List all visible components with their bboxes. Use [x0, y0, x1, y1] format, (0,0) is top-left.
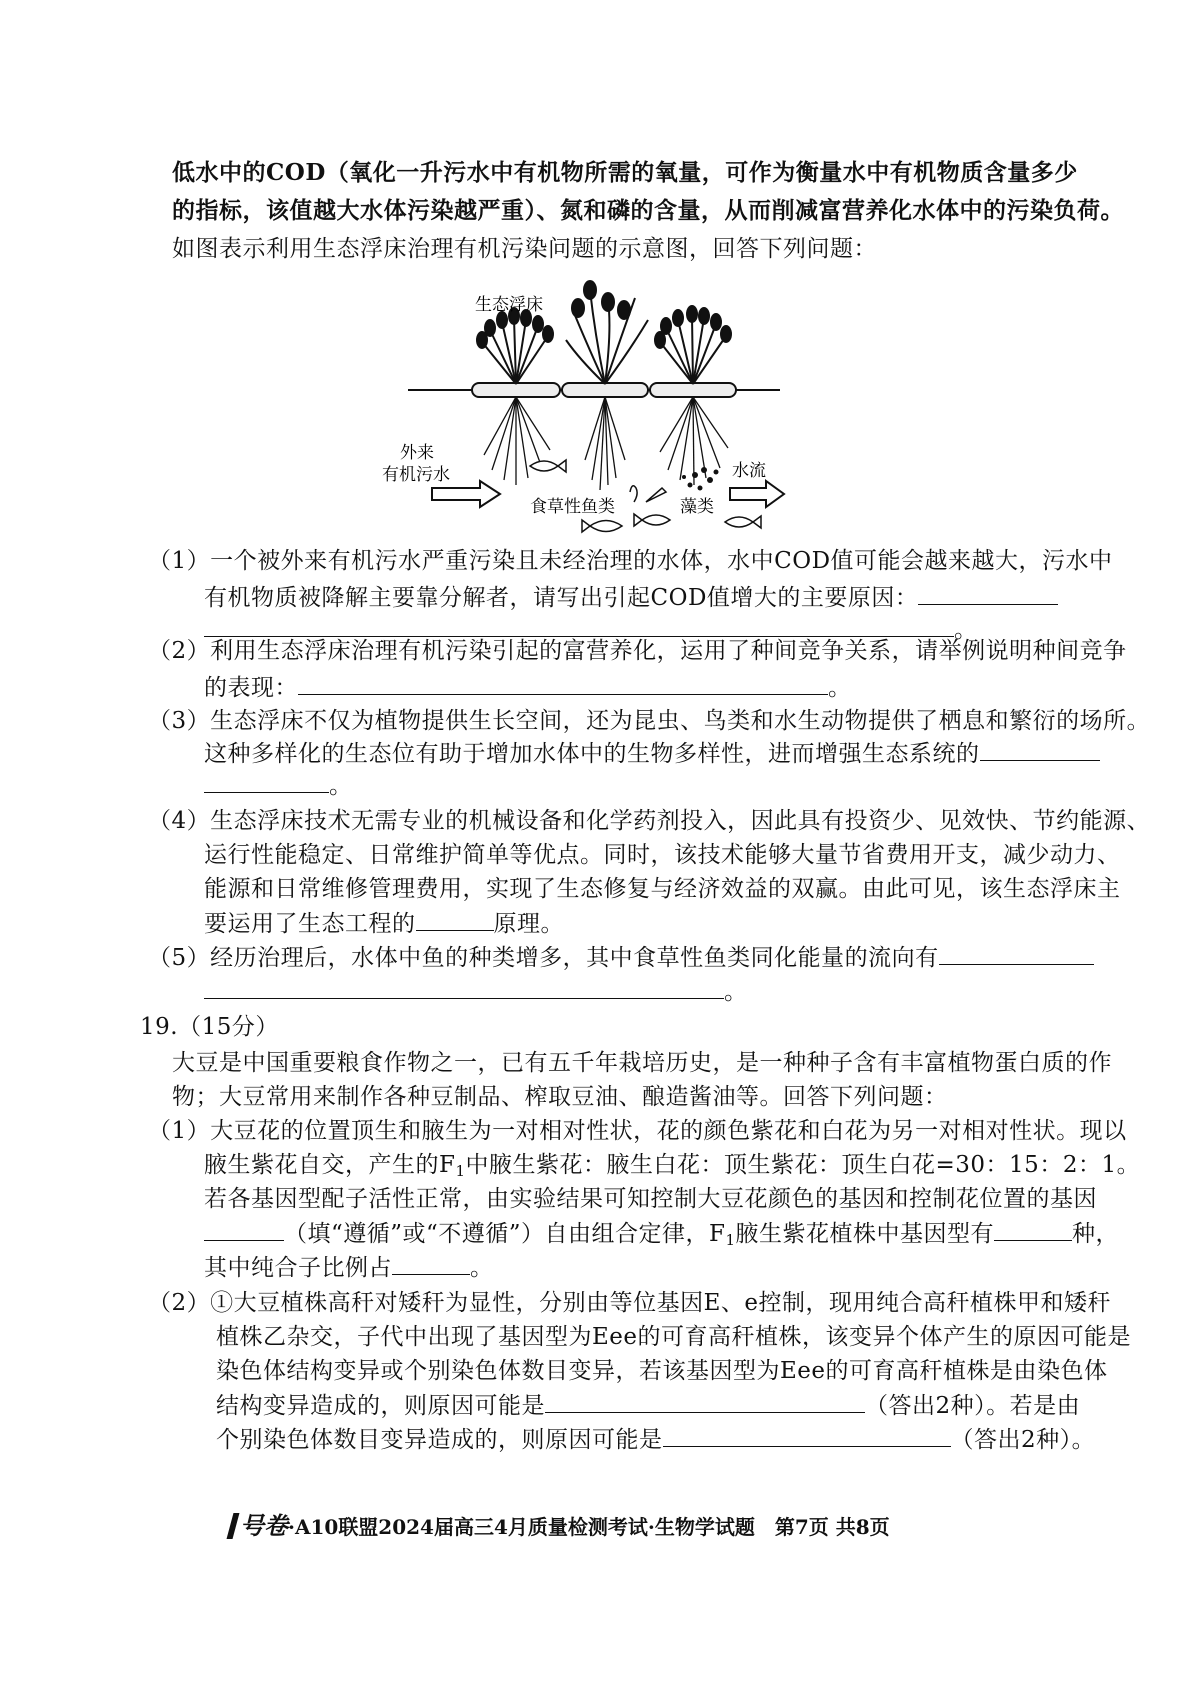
q18-p4-line3: 能源和日常维修管理费用，实现了生态修复与经济效益的双赢。由此可见，该生态浮床主 — [204, 876, 1121, 902]
q19-p1-number: （1） — [148, 1118, 211, 1144]
q18-p2-number: （2） — [148, 638, 211, 664]
roots-middle-icon — [585, 397, 625, 490]
q19-p2-line5 — [216, 1424, 1095, 1455]
q18-p5-line1 — [148, 942, 1094, 973]
q19-p2-text4a: 结构变异造成的，则原因可能是 — [216, 1393, 545, 1419]
label-sewage-2: 有机污水 — [382, 465, 450, 485]
answer-blank-q18-4[interactable] — [416, 908, 494, 931]
plant-left-icon — [477, 308, 553, 384]
q19-p1-line1 — [148, 1116, 1127, 1146]
q19-intro-line2: 物；大豆常用来制作各种豆制品、榨取豆油、酿造酱油等。回答下列问题： — [172, 1084, 948, 1110]
q18-p3-number: （3） — [148, 708, 211, 734]
q18-p1-line1 — [148, 546, 1113, 576]
q18-p4-text4a: 要运用了生态工程的 — [204, 911, 416, 937]
answer-blank-q19-2a[interactable] — [545, 1390, 865, 1413]
q18-p1-text1: 一个被外来有机污水严重污染且未经治理的水体，水中COD值可能会越来越大，污水中 — [210, 548, 1113, 574]
float-right — [650, 383, 736, 397]
label-water-flow: 水流 — [732, 461, 766, 481]
q19-header: 19.（15分） — [140, 1014, 279, 1040]
label-float-bed: 生态浮床 — [475, 295, 543, 315]
float-left — [472, 383, 560, 397]
small-organism-icon — [630, 486, 637, 502]
q19-p2-line3: 染色体结构变异或个别染色体数目变异，若该基因型为Eee的可育高秆植株是由染色体 — [216, 1358, 1108, 1384]
arrow-water-flow-icon — [730, 481, 784, 507]
q18-p3-line3: 。 — [204, 770, 353, 801]
algae-icon — [682, 467, 719, 491]
q19-p1-line2 — [204, 1150, 1140, 1186]
q19-p2-line4 — [216, 1390, 1080, 1421]
q19-p2-text1: ①大豆植株高秆对矮秆为显性，分别由等位基因E、e控制，现用纯合高秆植株甲和矮秆 — [210, 1290, 1112, 1316]
answer-blank-q18-1a[interactable] — [918, 582, 1058, 605]
q18-p4-line4 — [204, 908, 564, 939]
q19-p1-sub1: 1 — [455, 1162, 466, 1180]
q18-p4-line2: 运行性能稳定、日常维护简单等优点。同时，该技术能够大量节省费用开支，减少动力、 — [204, 842, 1121, 868]
q19-p2-text5a: 个别染色体数目变异造成的，则原因可能是 — [216, 1427, 663, 1453]
plant-middle-icon — [566, 281, 648, 384]
q19-p1-text4b: 腋生紫花植株中基因型有 — [735, 1221, 995, 1247]
plant-right-icon — [655, 306, 731, 384]
q18-p5-number: （5） — [148, 945, 211, 971]
answer-blank-q18-2[interactable] — [298, 672, 828, 695]
q19-p1-sub2: 1 — [725, 1231, 736, 1249]
label-sewage-1: 外来 — [400, 443, 434, 463]
q18-p4-number: （4） — [148, 808, 211, 834]
answer-blank-q18-3b[interactable] — [204, 770, 329, 793]
q19-p1-text5: 其中纯合子比例占 — [204, 1255, 392, 1281]
q19-p2-text5b: （答出2种）。 — [950, 1427, 1096, 1453]
q19-p1-line5: 其中纯合子比例占 。 — [204, 1252, 494, 1283]
answer-blank-q19-2b[interactable] — [663, 1424, 951, 1447]
q19-p1-text4a: （填“遵循”或“不遵循”）自由组合定律，F — [284, 1221, 726, 1247]
q18-p2-text2: 的表现： — [204, 675, 298, 701]
q18-p1-line3: 。 — [204, 614, 978, 645]
q19-p2-text4b: （答出2种）。若是由 — [865, 1393, 1081, 1419]
float-middle — [562, 383, 648, 397]
q19-p1-text1: 大豆花的位置顶生和腋生为一对相对性状，花的颜色紫花和白花为另一对相对性状。现以 — [210, 1118, 1127, 1144]
intro-line-1: 低水中的COD（氧化一升污水中有机物所需的氧量，可作为衡量水中有机物质含量多少 — [172, 159, 1078, 186]
intro-line-3: 如图表示利用生态浮床治理有机污染问题的示意图，回答下列问题： — [172, 236, 877, 262]
brand-logo: 号卷 — [230, 1511, 288, 1540]
q18-p4-line1 — [148, 806, 1150, 836]
q18-p2-line1 — [148, 636, 1127, 666]
q18-p4-text4b: 原理。 — [493, 911, 564, 937]
label-herbivorous-fish: 食草性鱼类 — [530, 497, 615, 517]
q18-p3-line1 — [148, 706, 1150, 736]
answer-blank-q19-1b[interactable] — [994, 1218, 1072, 1241]
q18-p5-line2: 。 — [204, 976, 748, 1007]
label-algae: 藻类 — [680, 497, 714, 517]
q19-p1-line4 — [204, 1218, 1119, 1255]
q18-p1-text2: 有机物质被降解主要靠分解者，请写出引起COD值增大的主要原因： — [204, 585, 919, 611]
q18-p3-text1: 生态浮床不仅为植物提供生长空间，还为昆虫、鸟类和水生动物提供了栖息和繁衍的场所。 — [210, 708, 1151, 734]
roots-left-icon — [484, 397, 550, 485]
floating-bed-diagram — [380, 280, 840, 570]
q19-p2-line1 — [148, 1288, 1111, 1318]
q18-p2-line2: 的表现： 。 — [204, 672, 852, 703]
q18-p3-line2 — [204, 738, 1100, 769]
q18-p1-number: （1） — [148, 548, 211, 574]
q18-p5-text1: 经历治理后，水体中鱼的种类增多，其中食草性鱼类同化能量的流向有 — [210, 945, 939, 971]
q19-p1-text4c: 种， — [1072, 1221, 1120, 1247]
fish-icon — [530, 460, 761, 532]
q19-p2-line2: 植株乙杂交，子代中出现了基因型为Eee的可育高秆植株，该变异个体产生的原因可能是 — [216, 1324, 1132, 1350]
answer-blank-q18-5b[interactable] — [204, 976, 724, 999]
footer-text: ·A10联盟2024届高三4月质量检测考试·生物学试题 第7页 共8页 — [288, 1515, 890, 1539]
intro-line-2: 的指标，该值越大水体污染越严重）、氮和磷的含量，从而削减富营养化水体中的污染负荷。 — [172, 197, 1124, 224]
answer-blank-q19-1c[interactable] — [392, 1252, 470, 1275]
q19-p2-number: （2） — [148, 1290, 211, 1316]
answer-blank-q18-1b[interactable] — [204, 614, 954, 637]
q18-p4-text1: 生态浮床技术无需专业的机械设备和化学药剂投入，因此具有投资少、见效快、节约能源、 — [210, 808, 1151, 834]
q18-p3-text2: 这种多样化的生态位有助于增加水体中的生物多样性，进而增强生态系统的 — [204, 741, 980, 767]
q19-intro-line1: 大豆是中国重要粮食作物之一，已有五千年栽培历史，是一种种子含有丰富植物蛋白质的作 — [172, 1050, 1112, 1076]
q19-p1-text2a: 腋生紫花自交，产生的F — [204, 1152, 456, 1178]
answer-blank-q18-3a[interactable] — [980, 738, 1100, 761]
q18-p2-text1: 利用生态浮床治理有机污染引起的富营养化，运用了种间竞争关系，请举例说明种间竞争 — [210, 638, 1127, 664]
q19-p1-line3: 若各基因型配子活性正常，由实验结果可知控制大豆花颜色的基因和控制花位置的基因 — [204, 1186, 1097, 1212]
page-footer — [230, 1506, 890, 1541]
answer-blank-q19-1a[interactable] — [204, 1218, 284, 1241]
q18-p1-line2 — [204, 582, 1058, 613]
q19-p1-text2b: 中腋生紫花：腋生白花：顶生紫花：顶生白花=30：15：2：1。 — [465, 1152, 1141, 1178]
answer-blank-q18-5a[interactable] — [939, 942, 1094, 965]
